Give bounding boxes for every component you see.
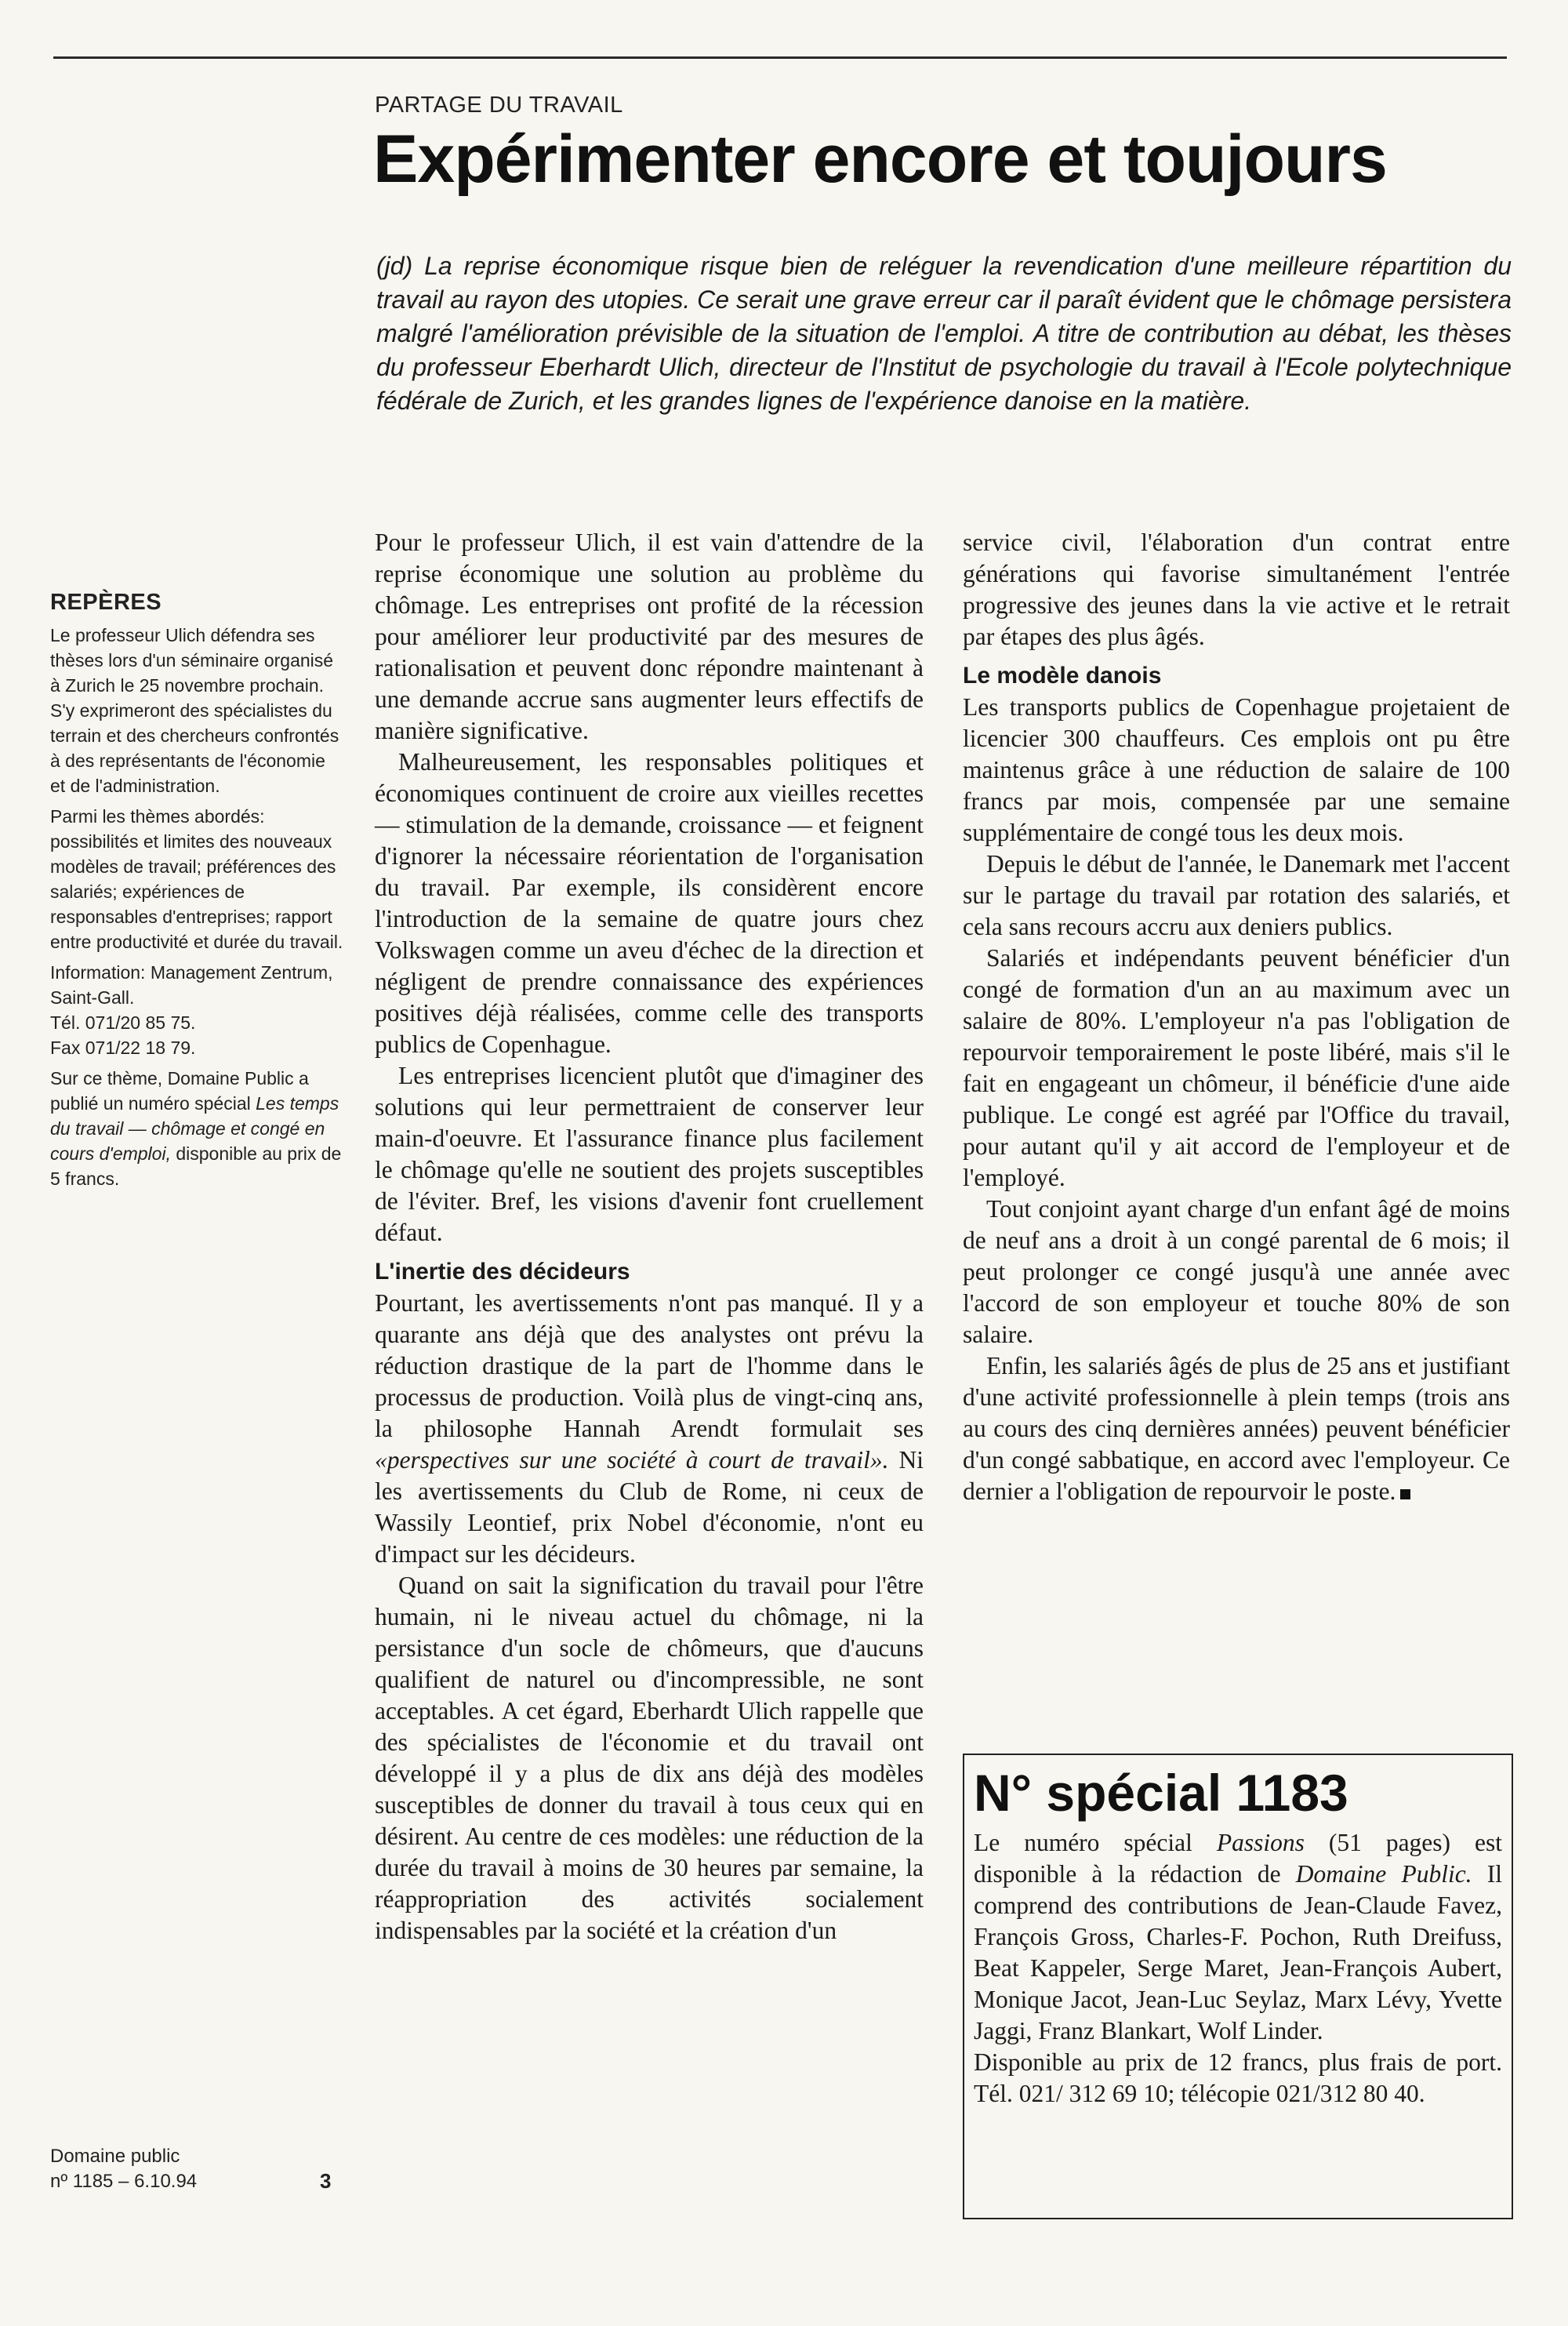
publication-name: Domaine public <box>50 2146 180 2167</box>
special-issue-price: Disponible au prix de 12 francs, plus frais de port. Tél. 021/ 312 69 10; télécopie 021/312 80 40. <box>974 2048 1502 2107</box>
special-issue-title: N° spécial 1183 <box>974 1764 1348 1822</box>
issue-number: nº 1185 – 6.10.94 <box>50 2171 198 2192</box>
box-text: (51 pages) est disponible à la rédaction de <box>974 1829 1503 1888</box>
body-text: Enfin, les salariés âgés de plus de 25 ans et justifiant d'une activité professionnelle à plein temps (trois ans au cours des cinq dernières années) peuvent bénéficier d'un congé sabbatique, en accord avec l'employeur. Ce dernier a l'obligation de repourvoir le poste. <box>963 1352 1510 1505</box>
body-paragraph: service civil, l'élaboration d'un contrat entre générations qui favorise simultanément l'entrée progressive des jeunes dans la vie active et le retrait par étapes des plus âgés. <box>963 529 1510 650</box>
body-paragraph: Salariés et indépendants peuvent bénéficier d'un congé de formation d'un an au maximum avec un salaire de 80%. L'employeur n'a pas l'obligation de repourvoir temporairement le poste libéré, mais s'il le fait en engageant un chômeur, il bénéficie d'une aide publique. Le congé est agréé par l'Office du travail, pour autant qu'il y ait accord de l'employeur et de l'employé. <box>963 944 1510 1191</box>
sidebar-text: disponible au prix de 5 francs. <box>50 1143 342 1189</box>
body-text: Pourtant, les avertissements n'ont pas manqué. Il y a quarante ans déjà que des analystes ont prévu la réduction drastique de la part de l'homme dans le processus de production. Voilà plus de vingt-cinq ans, la philosophe Hannah Arendt formulait ses <box>375 1289 924 1442</box>
sidebar-info-line: Information: Management Zentrum, Saint-Gall. <box>50 962 333 1008</box>
body-paragraph: Quand on sait la signification du travail pour l'être humain, ni le niveau actuel du chômage, ni la persistance d'un socle de chômeurs, que d'aucuns qualifient de naturel ou d'incompressible, ne sont acceptables. A cet égard, Eberhardt Ulich rappelle que des spécialistes de l'économie et du travail ont développé il y a plus de dix ans déjà des modèles susceptibles de donner du travail à tous ceux qui en désirent. Au centre de ces modèles: une réduction de la durée du travail à moins de 30 heures par semaine, la réappropriation des activités socialement indispensables par la société et la création d'un <box>375 1572 924 1944</box>
sidebar-text: Sur ce thème, Domaine Public a publié un numéro spécial <box>50 1068 309 1114</box>
box-italic: Passions <box>1216 1829 1305 1856</box>
article-lead: (jd) La reprise économique risque bien de reléguer la revendication d'une meilleure répartition du travail au rayon des utopies. Ce serait une grave erreur car il paraît évident que le chômage persistera malgré l'amélioration prévisible de la situation de l'emploi. A titre de contribution au débat, les thèses du professeur Eberhardt Ulich, directeur de l'Institut de psychologie du travail à l'Ecole polytechnique fédérale de Zurich, et les grandes lignes de l'expérience danoise en la matière. <box>376 252 1512 415</box>
subheading: L'inertie des décideurs <box>375 1259 630 1285</box>
sidebar-phone: Tél. 071/20 85 75. <box>50 1012 196 1033</box>
section-kicker: PARTAGE DU TRAVAIL <box>375 93 623 118</box>
body-paragraph: Les entreprises licencient plutôt que d'imaginer des solutions qui leur permettraient de conserver leur main-d'oeuvre. Et l'assurance finance plus facilement le chômage qu'elle ne soutient des projets susceptibles de l'éviter. Bref, les visions d'avenir font cruellement défaut. <box>375 1062 924 1246</box>
sidebar-paragraph: Le professeur Ulich défendra ses thèses lors d'un séminaire organisé à Zurich le 25 novembre prochain. S'y exprimeront des spécialistes du terrain et des chercheurs confrontés à des représentants de l'économie et de l'administration. <box>50 625 339 796</box>
page-number: 3 <box>320 2169 332 2193</box>
reperes-sidebar <box>50 590 345 1197</box>
body-text: Ni les avertissements du Club de Rome, ni ceux de Wassily Leontief, prix Nobel d'économie, n'ont eu d'impact sur les décideurs. <box>375 1446 924 1568</box>
body-paragraph: Malheureusement, les responsables politiques et économiques continuent de croire aux vieilles recettes — stimulation de la demande, croissance — et feignent d'ignorer la nécessaire réorientation de l'organisation du travail. Par exemple, ils considèrent encore l'introduction de la semaine de quatre jours chez Volkswagen comme un aveu d'échec de la direction et négligent de prendre connaissance des expériences positives déjà réalisées, comme celle des transports publics de Copenhague. <box>375 748 924 1058</box>
sidebar-fax: Fax 071/22 18 79. <box>50 1038 196 1058</box>
sidebar-paragraph <box>50 1066 345 1191</box>
body-paragraph: Pour le professeur Ulich, il est vain d'attendre de la reprise économique une solution au problème du chômage. Les entreprises ont profité de la récession pour améliorer leur productivité par des mesures de rationalisation et peuvent donc répondre maintenant à une demande accrue sans augmenter leurs effectifs de manière significative. <box>375 529 924 744</box>
page-footer <box>50 2144 348 2194</box>
subheading: Le modèle danois <box>963 663 1162 689</box>
article-column-1 <box>375 527 924 1946</box>
body-paragraph: Tout conjoint ayant charge d'un enfant âgé de moins de neuf ans a droit à un congé parental de 6 mois; il peut prolonger ce congé jusqu'à une année avec l'accord de son employeur et touche 80% de son salaire. <box>963 1195 1510 1348</box>
article-title: Expérimenter encore et toujours <box>373 122 1387 197</box>
body-paragraph: Les transports publics de Copenhague projetaient de licencier 300 chauffeurs. Ces emplois ont pu être maintenus grâce à une réduction de salaire de 100 francs par mois, compensée par une semaine supplémentaire de congé tous les deux mois. <box>963 693 1510 846</box>
special-issue-box <box>963 1754 1513 2219</box>
body-paragraph: Depuis le début de l'année, le Danemark met l'accent sur le partage du travail par rotation des salariés, et cela sans recours accru aux deniers publics. <box>963 850 1510 940</box>
sidebar-paragraph: Parmi les thèmes abordés: possibilités et limites des nouveaux modèles de travail; préférences des salariés; expériences de responsables d'entreprises; rapport entre productivité et durée du travail. <box>50 806 343 952</box>
top-rule <box>53 56 1507 59</box>
box-text: Le numéro spécial <box>974 1829 1192 1856</box>
sidebar-contact <box>50 960 345 1060</box>
body-paragraph <box>963 1350 1510 1507</box>
end-of-article-square-icon <box>1400 1489 1410 1499</box>
box-italic: Domaine Public. <box>1295 1860 1472 1888</box>
special-issue-text <box>974 1827 1502 2047</box>
body-quote: «perspectives sur une société à court de travail». <box>375 1446 889 1474</box>
box-text: Il comprend des contributions de Jean-Claude Favez, François Gross, Charles-F. Pochon, Ruth Dreifuss, Beat Kappeler, Serge Maret, Jean-François Aubert, Monique Jacot, Jean-Luc Seylaz, Marx Lévy, Yvette Jaggi, Franz Blankart, Wolf Linder. <box>974 1860 1502 2044</box>
sidebar-heading: REPÈRES <box>50 590 162 615</box>
body-paragraph <box>375 1288 924 1570</box>
sidebar-title-italic: Les temps du travail — chômage et congé en cours d'emploi, <box>50 1093 339 1164</box>
article-column-2 <box>963 527 1510 1507</box>
